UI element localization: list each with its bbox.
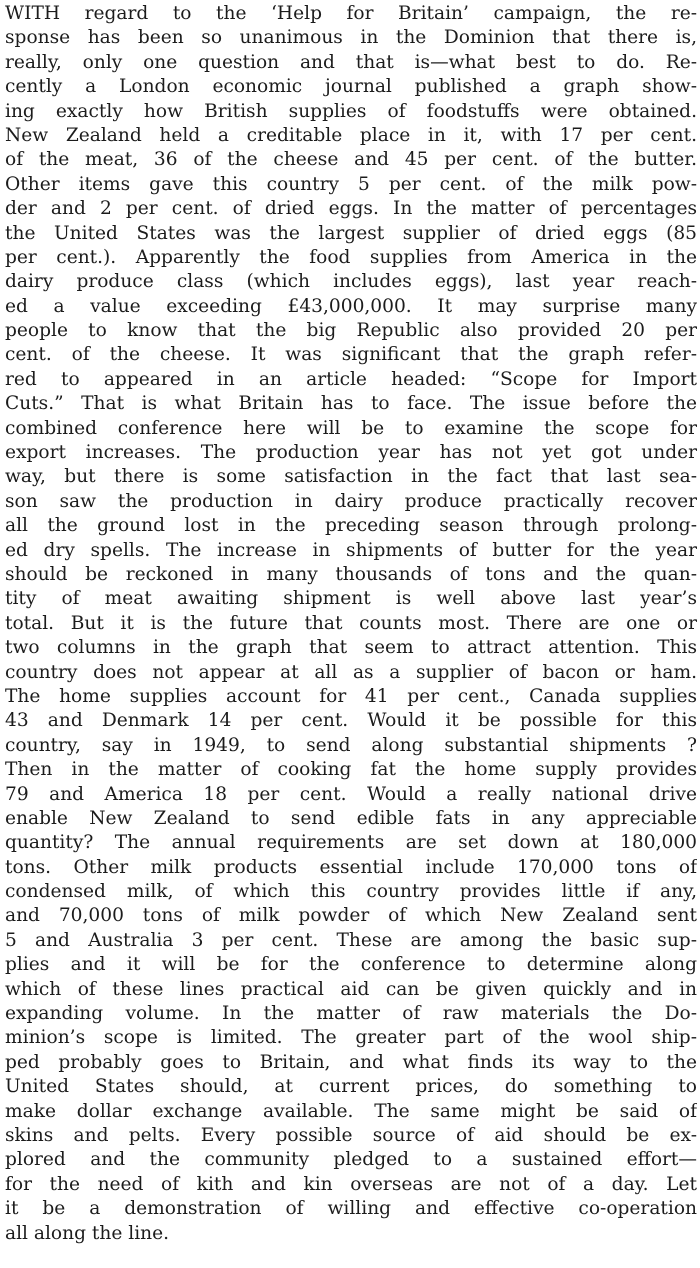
text-line: tity of meat awaiting shipment is well above last year’s [5,588,697,610]
text-line: way, but there is some satisfaction in the fact that last sea- [5,466,697,488]
text-line: export increases. The production year has not yet got under [5,442,697,464]
text-line: plies and it will be for the conference to determine along [5,954,697,976]
text-line: United States should, at current prices, do something to [5,1076,697,1098]
text-line: minion’s scope is limited. The greater part of the wool ship- [5,1027,697,1049]
text-line: ped probably goes to Britain, and what finds its way to the [5,1051,697,1073]
text-line: Other items gave this country 5 per cent. of the milk pow- [5,173,697,195]
text-line: total. But it is the future that counts most. There are one or [5,612,697,634]
text-line: cently a London economic journal published a graph show- [5,76,697,98]
text-line: New Zealand held a creditable place in it, with 17 per cent. [5,124,697,146]
text-line: the United States was the largest supplier of dried eggs (85 [5,222,697,244]
text-line: son saw the production in dairy produce practically recover [5,490,697,512]
text-line: WITH regard to the ‘Help for Britain’ campaign, the re- [5,3,697,24]
text-line: plored and the community pledged to a sustained effort— [5,1149,697,1171]
text-line: cent. of the cheese. It was significant that the graph refer- [5,344,697,366]
text-line: people to know that the big Republic also provided 20 per [5,320,697,342]
article-body [5,2,697,1246]
text-line: der and 2 per cent. of dried eggs. In the matter of percentages [5,198,697,220]
text-line: and 70,000 tons of milk powder of which New Zealand sent [5,905,697,927]
text-line: ed dry spells. The increase in shipments of butter for the year [5,539,697,561]
text-line: quantity? The annual requirements are set down at 180,000 [5,832,697,854]
text-line: for the need of kith and kin overseas are not of a day. Let [5,1173,697,1195]
text-line: condensed milk, of which this country provides little if any, [5,881,697,903]
text-line: country, say in 1949, to send along substantial shipments ? [5,734,697,756]
text-line: all along the line. [5,1222,170,1244]
text-line: enable New Zealand to send edible fats in any appreciable [5,807,697,829]
text-line: dairy produce class (which includes eggs), last year reach- [5,271,697,293]
text-line: 43 and Denmark 14 per cent. Would it be possible for this [5,710,697,732]
text-line: should be reckoned in many thousands of tons and the quan- [5,563,697,585]
text-line: skins and pelts. Every possible source of aid should be ex- [5,1124,697,1146]
text-line: Then in the matter of cooking fat the home supply provides [5,759,697,781]
text-line: The home supplies account for 41 per cent., Canada supplies [5,685,697,707]
text-line: two columns in the graph that seem to attract attention. This [5,637,697,659]
text-line: really, only one question and that is—what best to do. Re- [5,51,697,73]
text-line: per cent.). Apparently the food supplies from America in the [5,246,697,268]
text-line: expanding volume. In the matter of raw materials the Do- [5,1003,697,1025]
text-line: combined conference here will be to examine the scope for [5,417,697,439]
text-line: all the ground lost in the preceding season through prolong- [5,515,697,537]
text-line: ing exactly how British supplies of foodstuffs were obtained. [5,100,697,122]
text-line: red to appeared in an article headed: “Scope for Import [5,368,697,390]
text-line: Cuts.” That is what Britain has to face. The issue before the [5,393,697,415]
text-line: 5 and Australia 3 per cent. These are among the basic sup- [5,929,697,951]
text-line: make dollar exchange available. The same might be said of [5,1100,697,1122]
text-line: sponse has been so unanimous in the Dominion that there is, [5,27,697,49]
text-line: tons. Other milk products essential include 170,000 tons of [5,856,697,878]
text-line: country does not appear at all as a supplier of bacon or ham. [5,661,697,683]
text-line: which of these lines practical aid can be given quickly and in [5,978,697,1000]
text-line: 79 and America 18 per cent. Would a really national drive [5,783,697,805]
text-line: ed a value exceeding £43,000,000. It may surprise many [5,295,697,317]
text-line: of the meat, 36 of the cheese and 45 per cent. of the butter. [5,149,697,171]
text-line: it be a demonstration of willing and effective co-operation [5,1198,697,1220]
